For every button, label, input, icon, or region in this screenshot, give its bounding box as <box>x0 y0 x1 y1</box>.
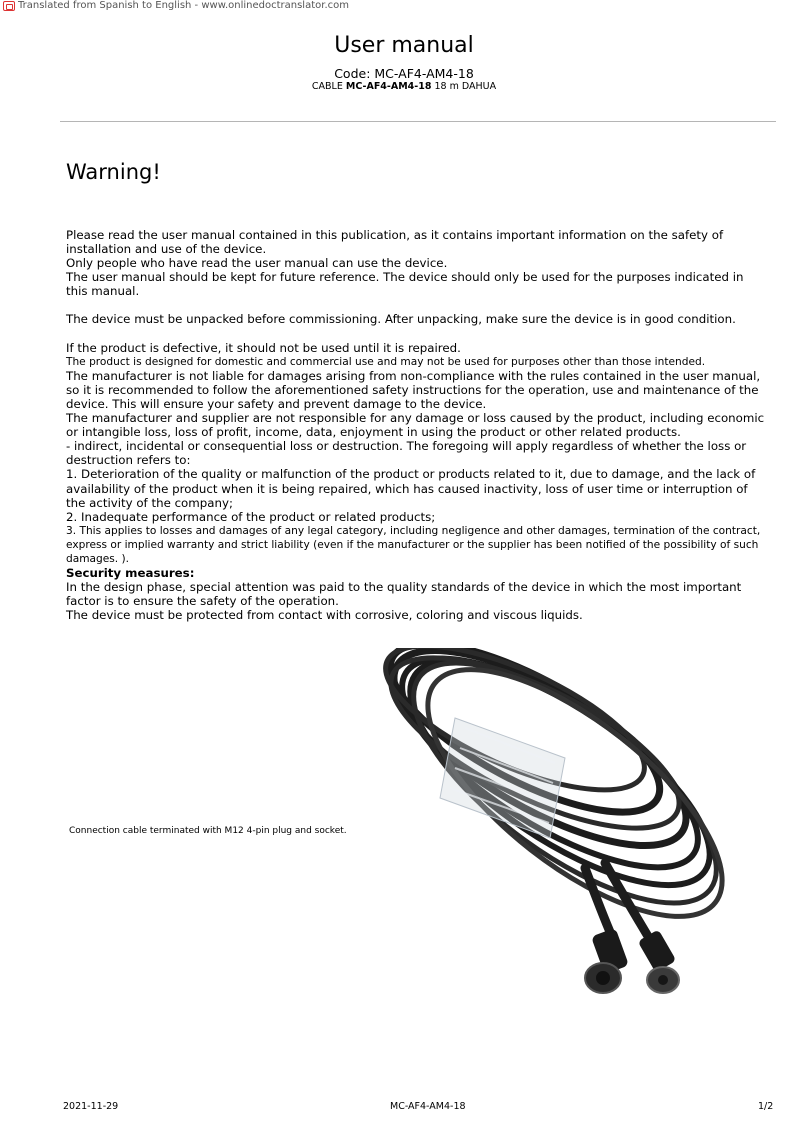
translation-banner-text: Translated from Spanish to English - www.onlinedoctranslator.com <box>18 0 349 11</box>
header-divider <box>60 121 776 122</box>
warning-heading: Warning! <box>66 160 161 184</box>
paragraph: The user manual should be kept for future reference. The device should only be used for the purposes indicated in this manual. <box>66 270 744 299</box>
product-code: Code: MC-AF4-AM4-18 <box>334 66 474 81</box>
paragraph: 1. Deterioration of the quality or malfunction of the product or products related to it, due to damage, and the lack of availability of the product when it is being repaired, which has caused inactivity, loss of user time or interruption of the activity of the company; <box>66 467 756 510</box>
footer-date: 2021-11-29 <box>63 1101 119 1112</box>
cable-suffix: 18 m DAHUA <box>434 81 497 92</box>
document-body <box>66 228 766 622</box>
paragraph: 2. Inadequate performance of the product or related products; <box>66 509 436 524</box>
cable-photo <box>355 648 775 1018</box>
cable-model: MC-AF4-AM4-18 <box>345 81 432 92</box>
footer-code: MC-AF4-AM4-18 <box>390 1101 466 1112</box>
paragraph: The product is designed for domestic and commercial use and may not be used for purposes other than those intended. <box>66 355 706 368</box>
paragraph: The device must be unpacked before commissioning. After unpacking, make sure the device is in good condition. <box>66 312 736 327</box>
paragraph: Only people who have read the user manual can use the device. <box>66 256 448 271</box>
paragraph: In the design phase, special attention was paid to the quality standards of the device in which the most important factor is to ensure the safety of the operation. <box>66 580 742 609</box>
pdf-icon <box>3 1 15 11</box>
footer-page-number: 1/2 <box>758 1101 774 1112</box>
cable-line <box>0 81 808 92</box>
document-title: User manual <box>334 33 474 58</box>
paragraph: If the product is defective, it should not be used until it is repaired. <box>66 340 461 355</box>
paragraph: - indirect, incidental or consequential loss or destruction. The foregoing will apply regardless of whether the loss or destruction refers to: <box>66 439 747 468</box>
paragraph: Please read the user manual contained in this publication, as it contains important information on the safety of installation and use of the device. <box>66 228 724 257</box>
security-heading: Security measures: <box>66 566 195 581</box>
image-caption: Connection cable terminated with M12 4-pin plug and socket. <box>69 826 347 836</box>
paragraph: 3. This applies to losses and damages of any legal category, including negligence and other damages, termination of the contract, express or implied warranty and strict liability (even if the manufacturer or the supplier has been notified of the possibility of such damages. ). <box>66 524 761 565</box>
paragraph: The device must be protected from contact with corrosive, coloring and viscous liquids. <box>66 608 583 623</box>
translation-banner[interactable] <box>3 0 349 11</box>
paragraph: The manufacturer and supplier are not responsible for any damage or loss caused by the product, including economic or intangible loss, loss of profit, income, data, enjoyment in using the product or other related products. <box>66 411 765 440</box>
cable-prefix: CABLE <box>311 81 343 92</box>
paragraph: The manufacturer is not liable for damages arising from non-compliance with the rules contained in the user manual, so it is recommended to follow the aforementioned safety instructions for the operation, use and maintenance of the device. This will ensure your safety and prevent damage to the device. <box>66 368 761 411</box>
